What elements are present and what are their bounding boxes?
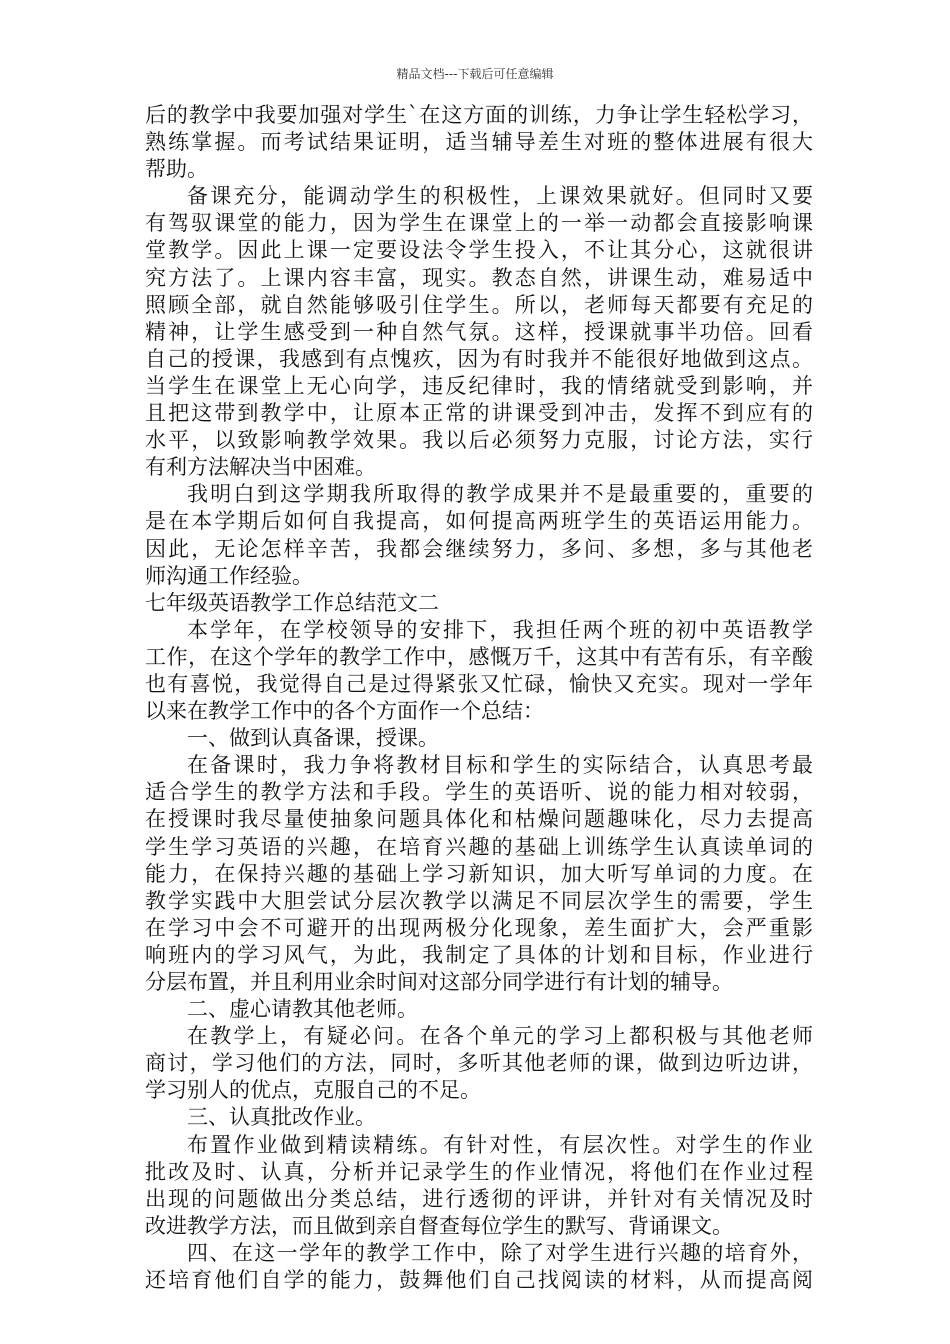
text-line: 后的教学中我要加强对学生`在这方面的训练，力争让学生轻松学习， — [145, 103, 813, 127]
text-line: 教学实践中大胆尝试分层次教学以满足不同层次学生的需要，学生 — [145, 888, 813, 913]
text-line: 四、在这一学年的教学工作中，除了对学生进行兴趣的培育外， — [187, 1240, 813, 1265]
text-line: 学生学习英语的兴趣，在培育兴趣的基础上训练学生认真读单词的 — [145, 834, 813, 859]
text-line: 还培育他们自学的能力，鼓舞他们自己找阅读的材料，从而提高阅 — [145, 1268, 813, 1293]
text-line: 水平，以致影响教学效果。我以后必须努力克服，讨论方法，实行 — [145, 428, 813, 453]
text-line: 能力，在保持兴趣的基础上学习新知识，加大听写单词的力度。在 — [145, 861, 813, 886]
text-line: 工作，在这个学年的教学工作中，感慨万千，这其中有苦有乐，有辛酸 — [145, 644, 813, 669]
text-line: 精神，让学生感受到一种自然气氛。这样，授课就事半功倍。回看 — [145, 319, 813, 344]
text-line: 帮助。 — [145, 157, 208, 182]
text-line: 以来在教学工作中的各个方面作一个总结： — [145, 699, 544, 724]
text-line: 我明白到这学期我所取得的教学成果并不是最重要的，重要的 — [187, 482, 813, 507]
text-line: 出现的问题做出分类总结，进行透彻的评讲，并针对有关情况及时 — [145, 1186, 813, 1211]
text-line: 分层布置，并且利用业余时间对这部分同学进行有计划的辅导。 — [145, 970, 733, 994]
page-header: 精品文档---下载后可任意编辑 — [396, 67, 554, 81]
text-line: 本学年，在学校领导的安排下，我担任两个班的初中英语教学 — [187, 617, 813, 642]
subheading: 三、认真批改作业。 — [187, 1105, 376, 1130]
text-line: 且把这带到教学中，让原本正常的讲课受到冲击，发挥不到应有的 — [145, 401, 813, 426]
text-line: 批改及时、认真，分析并记录学生的作业情况，将他们在作业过程 — [145, 1159, 813, 1184]
text-line: 备课充分，能调动学生的积极性，上课效果就好。但同时又要 — [187, 184, 813, 209]
text-line: 适合学生的教学方法和手段。学生的英语听、说的能力相对较弱， — [145, 780, 813, 805]
text-line: 在教学上，有疑必问。在各个单元的学习上都积极与其他老师 — [187, 1024, 813, 1049]
text-line: 究方法了。上课内容丰富，现实。教态自然，讲课生动，难易适中 — [145, 265, 813, 290]
text-line: 堂教学。因此上课一定要设法令学生投入，不让其分心，这就很讲 — [145, 238, 813, 263]
subheading: 二、虚心请教其他老师。 — [187, 997, 418, 1022]
text-line: 照顾全部，就自然能够吸引住学生。所以，老师每天都要有充足的 — [145, 292, 813, 317]
text-line: 自己的授课，我感到有点愧疚，因为有时我并不能很好地做到这点。 — [145, 346, 813, 371]
text-line: 在备课时，我力争将教材目标和学生的实际结合，认真思考最 — [187, 753, 813, 778]
document-body — [145, 102, 813, 1294]
text-line: 在学习中会不可避开的出现两极分化现象，差生面扩大，会严重影 — [145, 915, 813, 940]
text-line: 也有喜悦，我觉得自己是过得紧张又忙碌，愉快又充实。现对一学年 — [145, 671, 813, 696]
text-line: 在授课时我尽量使抽象问题具体化和枯燥问题趣味化，尽力去提高 — [145, 807, 813, 832]
text-line: 因此，无论怎样辛苦，我都会继续努力，多问、多想，多与其他老 — [145, 536, 813, 561]
text-line: 改进教学方法，而且做到亲自督查每位学生的默写、背诵课文。 — [145, 1213, 733, 1238]
text-line: 布置作业做到精读精练。有针对性，有层次性。对学生的作业 — [187, 1132, 813, 1157]
text-line: 学习别人的优点，克服自己的不足。 — [145, 1078, 481, 1103]
text-line: 有利方法解决当中困难。 — [145, 455, 376, 480]
text-line: 是在本学期后如何自我提高，如何提高两班学生的英语运用能力。 — [145, 509, 813, 534]
text-line: 商讨，学习他们的方法，同时，多听其他老师的课，做到边听边讲， — [145, 1051, 813, 1076]
text-line: 当学生在课堂上无心向学，违反纪律时，我的情绪就受到影响，并 — [145, 373, 813, 398]
section-heading: 七年级英语教学工作总结范文二 — [145, 590, 439, 615]
text-line: 师沟通工作经验。 — [145, 563, 313, 588]
text-line: 有驾驭课堂的能力，因为学生在课堂上的一举一动都会直接影响课 — [145, 211, 813, 236]
subheading: 一、做到认真备课，授课。 — [187, 726, 439, 751]
text-line: 熟练掌握。而考试结果证明，适当辅导差生对班的整体进展有很大 — [145, 130, 813, 155]
text-line: 响班内的学习风气，为此，我制定了具体的计划和目标，作业进行 — [145, 942, 813, 967]
